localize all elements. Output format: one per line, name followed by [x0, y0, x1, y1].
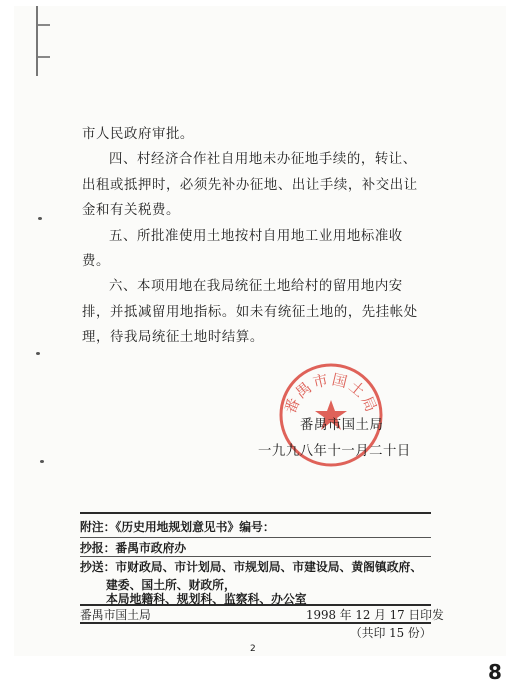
footer-report: 抄报：番禺市政府办: [80, 541, 187, 555]
footer-copies: （共印 15 份）: [350, 626, 432, 640]
seal-text: 番禺市国土局: [280, 370, 382, 417]
signature-org: 番禺市国土局: [300, 418, 384, 433]
scan-speck: [36, 352, 40, 355]
footer-send-line: 本局地籍科、规划科、监察科、办公室: [106, 592, 307, 606]
footer-send-line: 建委、国土所、财政所，: [106, 578, 236, 592]
binding-marks: [36, 6, 52, 76]
paragraph-item-4: 四、村经济合作社自用地未办征地手续的，转让、出租或抵押时，必须先补办征地、出让手续，补交出让金和有关税费。: [82, 152, 418, 219]
footer-send-line: 抄送：市财政局、市计划局、市规划局、市建设局、黄阁镇政府、: [80, 560, 423, 574]
footer-issuer: 番禺市国土局: [80, 608, 151, 622]
footer-note: 附注：《历史用地规划意见书》编号：: [80, 520, 275, 534]
page-number: 2: [250, 644, 256, 654]
scan-speck: [40, 460, 44, 463]
document-body: [82, 122, 422, 351]
paragraph-item-5: 五、所批准使用土地按村自用地工业用地标准收费。: [82, 228, 403, 270]
corner-number: 8: [488, 660, 502, 684]
paragraph-item-6: 六、本项用地在我局统征土地给村的留用地内安排，并抵减留用地指标。如未有统征土地的，先挂帐处理，待我局统征土地时结算。: [82, 279, 418, 346]
footer-rule: [80, 556, 431, 557]
paragraph-continuation: 市人民政府审批。: [82, 127, 194, 142]
footer-top-rule: [80, 512, 431, 514]
footer-rule: [80, 537, 431, 538]
scan-speck: [38, 217, 42, 220]
signature-date: 一九九八年十一月二十日: [258, 444, 411, 459]
footer-print-date: 1998 年 12 月 17 日印发: [306, 608, 444, 622]
